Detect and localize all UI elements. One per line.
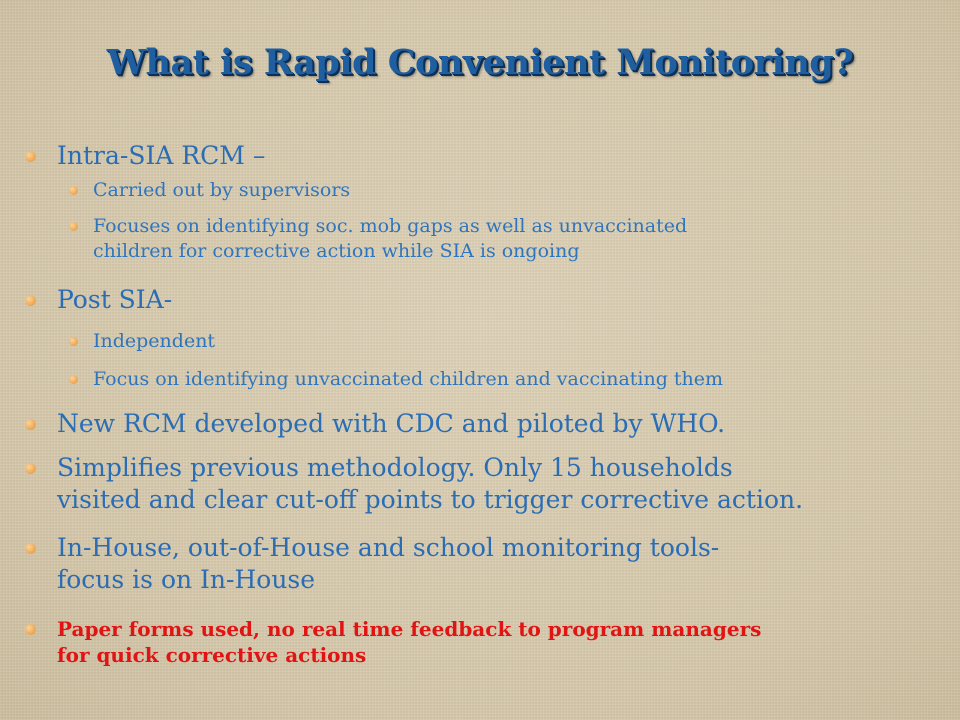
bullet-text: Simplifies previous methodology. Only 15 households visited and clear cut-off points to trigger corrective action. xyxy=(57,453,804,514)
bullet-dot-icon xyxy=(69,222,78,231)
bullet-dot-icon xyxy=(25,463,36,474)
sub-bullet-focus-unvaccinated xyxy=(93,367,723,392)
bullet-dot-icon xyxy=(69,375,78,384)
bullet-text: Intra-SIA RCM – xyxy=(57,141,266,170)
sub-bullet-independent xyxy=(93,329,215,354)
bullet-text: Independent xyxy=(93,330,216,352)
bullet-dot-icon xyxy=(69,186,78,195)
bullet-text: In-House, out-of-House and school monitoring tools- focus is on In-House xyxy=(57,533,720,594)
bullet-text: Paper forms used, no real time feedback to program managers for quick corrective actions xyxy=(57,617,762,667)
bullet-dot-icon xyxy=(25,543,36,554)
bullet-simplifies xyxy=(57,452,803,516)
bullet-paper-forms xyxy=(57,616,761,668)
bullet-text: Focus on identifying unvaccinated children and vaccinating them xyxy=(93,368,724,390)
bullet-dot-icon xyxy=(25,624,36,635)
bullet-text: New RCM developed with CDC and piloted by WHO. xyxy=(57,409,726,438)
bullet-post-sia xyxy=(57,284,172,316)
bullet-in-house xyxy=(57,532,719,596)
bullet-text: Carried out by supervisors xyxy=(93,179,351,201)
bullet-text: Post SIA- xyxy=(57,285,173,314)
bullet-dot-icon xyxy=(25,419,36,430)
slide-title: What is Rapid Convenient Monitoring? xyxy=(106,42,854,83)
bullet-intra-sia xyxy=(57,140,265,172)
bullet-new-rcm xyxy=(57,408,725,440)
bullet-text: Focuses on identifying soc. mob gaps as well as unvaccinated children for corrective action while SIA is ongoing xyxy=(93,215,688,262)
bullet-dot-icon xyxy=(25,151,36,162)
sub-bullet-supervisors xyxy=(93,178,350,203)
bullet-dot-icon xyxy=(69,337,78,346)
sub-bullet-focuses xyxy=(93,214,687,264)
bullet-dot-icon xyxy=(25,295,36,306)
